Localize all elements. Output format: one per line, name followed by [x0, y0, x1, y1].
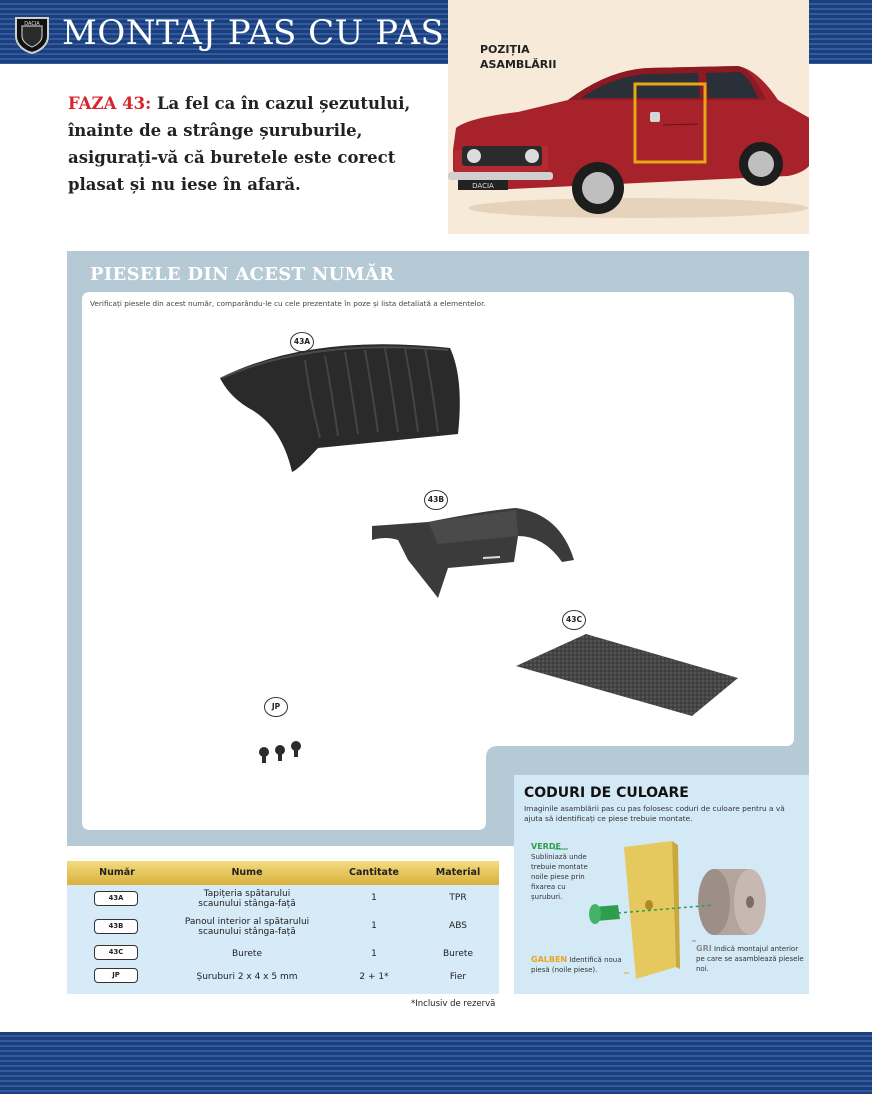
- assembly-position-label: POZIȚIA ASAMBLĂRII: [480, 43, 557, 71]
- svg-text:DACIA: DACIA: [472, 182, 494, 190]
- column-header-quantity: Cantitate: [349, 867, 399, 878]
- svg-text:DACIA: DACIA: [24, 21, 40, 27]
- column-header-number: Număr: [99, 867, 135, 878]
- part-43b-image: [368, 500, 578, 600]
- part-material: TPR: [449, 893, 467, 903]
- part-quantity: 1: [371, 893, 377, 903]
- part-quantity: 1: [371, 949, 377, 959]
- part-tag-43a: 43A: [290, 332, 314, 352]
- phase-text: La fel ca în cazul șezutului, înainte de a strânge șuruburile, asigurați-vă că buretele este corect plasat și nu iese în afară.: [68, 94, 411, 194]
- part-material: Fier: [449, 972, 467, 982]
- footer-band: [0, 1032, 872, 1094]
- assembly-position-panel: [448, 0, 809, 234]
- part-name: Tapițeria spătarului scaunului stânga-față: [198, 889, 296, 909]
- part-tag-43b: 43B: [424, 490, 448, 510]
- table-footnote: *Inclusiv de rezervă: [411, 999, 496, 1009]
- yellow-code-label: GALBEN Identifică noua piesă (noile piese).: [531, 955, 622, 974]
- color-codes-description: Imaginile asamblării pas cu pas folosesc coduri de culoare pentru a vă ajuta să identificați ce piese trebuie montate.: [524, 804, 785, 823]
- page-title: MONTAJ PAS CU PAS: [62, 13, 445, 53]
- part-name: Panoul interior al spătarului scaunului stânga-față: [184, 917, 310, 937]
- parts-title: PIESELE DIN ACEST NUMĂR: [90, 264, 395, 285]
- phase-number: FAZA 43:: [68, 94, 152, 113]
- part-name: Șuruburi 2 x 4 x 5 mm: [196, 972, 298, 982]
- dacia-logo: [12, 14, 52, 54]
- part-43c-image: [514, 632, 740, 718]
- part-material: Burete: [443, 949, 473, 959]
- gray-code-label: GRI Indică montajul anterior pe care se asamblează piesele noi.: [696, 944, 804, 973]
- column-header-material: Material: [435, 867, 481, 878]
- part-jp-screws-image: [254, 738, 310, 766]
- table-row: [67, 943, 499, 963]
- color-codes-title: CODURI DE CULOARE: [524, 785, 689, 801]
- part-code-badge: 43A: [94, 891, 138, 906]
- table-row: [67, 966, 499, 986]
- part-material: ABS: [449, 921, 467, 931]
- green-code-label: VERDE Subliniază unde trebuie montate noile piese prin fixarea cu șuruburi.: [531, 842, 588, 901]
- part-tag-43c: 43C: [562, 610, 586, 630]
- part-name: Burete: [232, 949, 262, 959]
- car-illustration: [448, 0, 809, 234]
- parts-note: Verificați piesele din acest număr, comparându-le cu cele prezentate în poze și lista detaliată a elementelor.: [90, 299, 486, 308]
- column-header-name: Nume: [231, 867, 263, 878]
- parts-table: [67, 861, 499, 994]
- part-43a-image: [210, 338, 466, 474]
- phase-instructions: [68, 90, 418, 198]
- part-quantity: 2 + 1*: [359, 972, 389, 982]
- part-code-badge: 43C: [94, 945, 138, 960]
- part-tag-jp: JP: [264, 697, 288, 717]
- parts-table-header: [67, 861, 499, 885]
- table-row: [67, 888, 499, 908]
- part-code-badge: 43B: [94, 919, 138, 934]
- part-quantity: 1: [371, 921, 377, 931]
- table-row: [67, 916, 499, 936]
- part-code-badge: JP: [94, 968, 138, 983]
